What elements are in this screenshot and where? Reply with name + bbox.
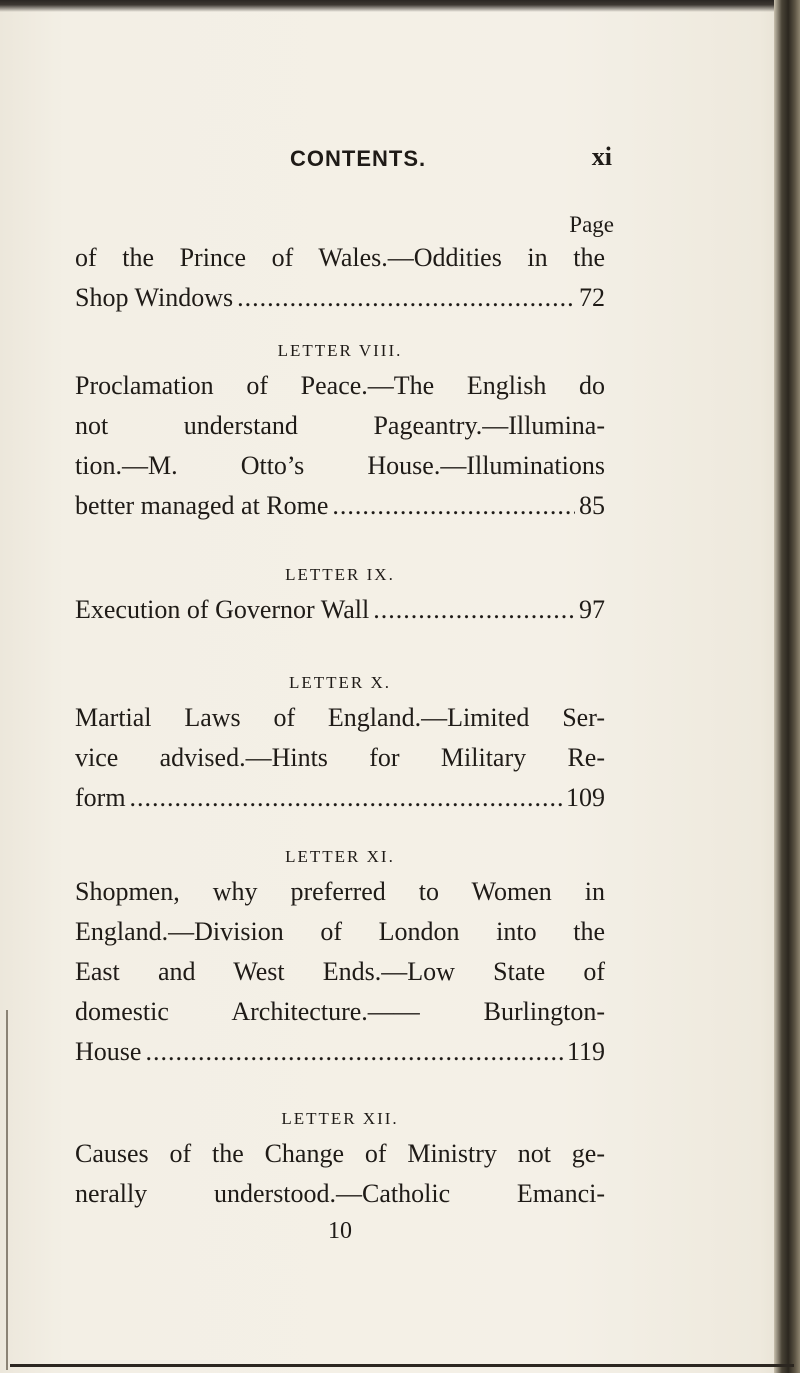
dot-leader xyxy=(130,778,562,818)
entry-line: not understand Pageantry.—Illumina- xyxy=(75,411,605,440)
entry-line-text: Execution of Governor Wall xyxy=(75,595,370,624)
letter-heading: LETTER XI. xyxy=(285,847,395,866)
contents-entry xyxy=(75,238,605,318)
entry-line: England.—Division of London into the xyxy=(75,917,605,946)
dot-leader xyxy=(332,486,575,526)
entry-line: vice advised.—Hints for Military Re- xyxy=(75,743,605,772)
entry-line: Proclamation of Peace.—The English do xyxy=(75,371,605,400)
entry-last-line xyxy=(75,278,605,318)
entry-last-line xyxy=(75,590,605,630)
entry-line: of the Prince of Wales.—Oddities in the xyxy=(75,243,605,272)
running-header xyxy=(290,140,612,180)
entry-line: Shopmen, why preferred to Women in xyxy=(75,877,605,906)
entry-page-number: 85 xyxy=(579,491,605,520)
entry-page-number: 109 xyxy=(566,783,605,812)
contents-entry xyxy=(75,560,605,630)
contents-entry xyxy=(75,1104,605,1248)
entry-page-number: 72 xyxy=(579,283,605,312)
page-folio: xi xyxy=(591,142,612,171)
contents-entry xyxy=(75,668,605,818)
entry-last-line xyxy=(75,486,605,526)
contents-entry xyxy=(75,336,605,526)
running-title: CONTENTS. xyxy=(290,146,427,171)
page-bottom-edge xyxy=(10,1364,794,1367)
entry-line: tion.—M. Otto’s House.—Illuminations xyxy=(75,451,605,480)
entry-line-text: better managed at Rome xyxy=(75,491,329,520)
entry-last-line xyxy=(75,778,605,818)
entry-line-text: form xyxy=(75,783,126,812)
dot-leader xyxy=(237,278,575,318)
letter-heading: LETTER IX. xyxy=(285,565,395,584)
catchword: 10 xyxy=(328,1218,352,1244)
top-page-shadow xyxy=(0,0,800,12)
entry-line: East and West Ends.—Low State of xyxy=(75,957,605,986)
entry-page-number: 119 xyxy=(566,1037,605,1066)
book-spine-edge xyxy=(774,0,800,1373)
entry-line: Causes of the Change of Ministry not ge- xyxy=(75,1139,605,1168)
contents-entry xyxy=(75,842,605,1072)
entry-page-number: 97 xyxy=(579,595,605,624)
letter-heading: LETTER X. xyxy=(288,673,392,692)
letter-heading: LETTER XII. xyxy=(281,1109,399,1128)
entry-line-text: House xyxy=(75,1037,142,1066)
dot-leader xyxy=(145,1032,563,1072)
dot-leader xyxy=(373,590,575,630)
page-left-edge xyxy=(6,1010,8,1370)
entry-last-line xyxy=(75,1032,605,1072)
page-column-label: Page xyxy=(569,212,614,237)
letter-heading: LETTER VIII. xyxy=(277,341,403,360)
entry-line-text: Shop Windows xyxy=(75,283,234,312)
entry-line: Martial Laws of England.—Limited Ser- xyxy=(75,703,605,732)
entry-line: domestic Architecture.—— Burlington- xyxy=(75,997,605,1026)
entry-line: nerally understood.—Catholic Emanci- xyxy=(75,1179,605,1208)
